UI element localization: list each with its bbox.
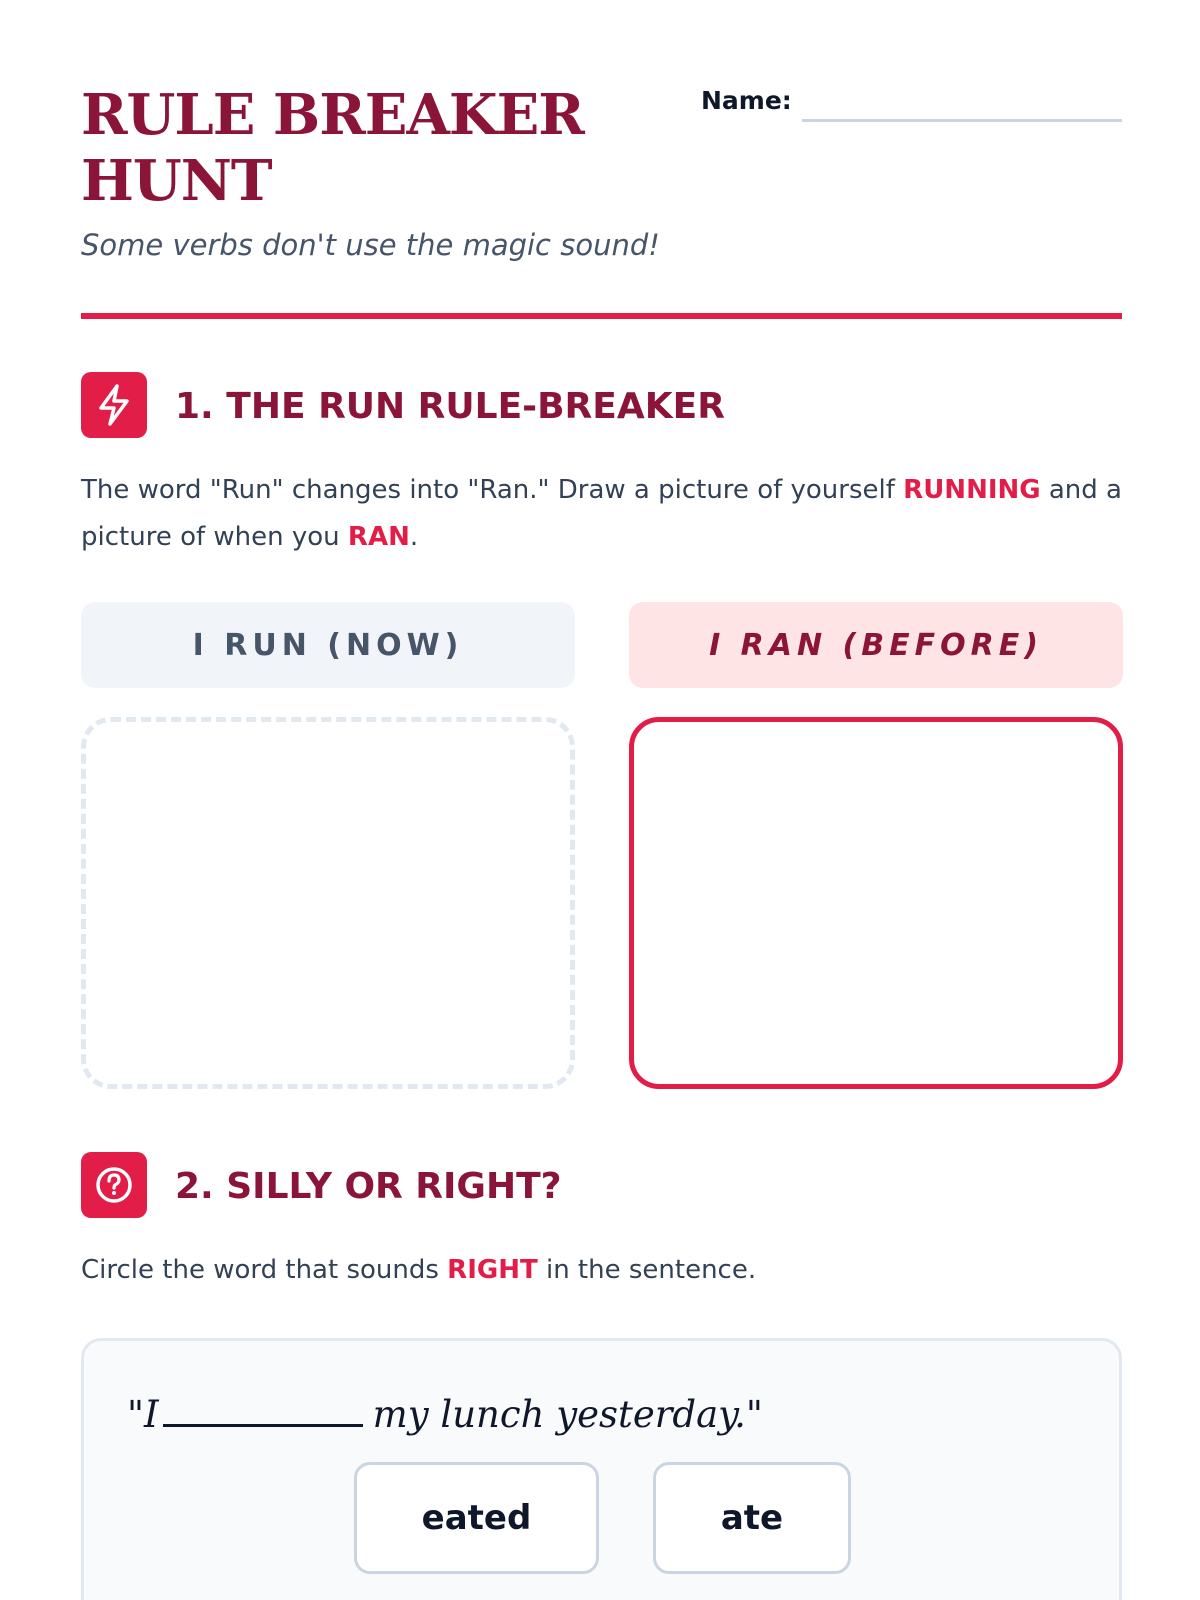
fill-in-sentence [127,1393,763,1436]
sentence-card [81,1338,1122,1600]
instruction-text: The word "Run" changes into "Ran." Draw a picture of yourself [81,475,904,505]
section-2-title: 2. SILLY OR RIGHT? [175,1166,562,1207]
drawing-box-now[interactable] [81,717,575,1089]
instruction-text: . [409,522,419,552]
question-circle-icon [81,1152,147,1218]
name-field-line[interactable] [802,119,1122,122]
name-label: Name: [701,86,792,115]
highlight-ran: RAN [347,522,410,552]
column-label-now: I RUN (NOW) [81,602,575,688]
sentence-blank[interactable] [163,1394,363,1427]
choice-button-ate[interactable]: ate [653,1462,851,1574]
highlight-running: RUNNING [903,475,1041,505]
worksheet-page [81,0,1122,1600]
drawing-box-before[interactable] [629,717,1123,1089]
highlight-right: RIGHT [447,1255,538,1285]
header-divider [81,313,1122,319]
instruction-text: Circle the word that sounds [81,1255,448,1285]
instruction-text: in the sentence. [537,1255,757,1285]
page-subtitle: Some verbs don't use the magic sound! [81,228,660,262]
sentence-end: my lunch yesterday." [372,1393,763,1436]
sentence-start: "I [127,1393,159,1436]
lightning-bolt-icon [81,372,147,438]
page-title: RULE BREAKER HUNT [81,82,584,214]
choice-button-eated[interactable]: eated [354,1462,599,1574]
instruction-text: and a picture of when you [81,475,1122,552]
section-1-title: 1. THE RUN RULE-BREAKER [175,386,725,427]
column-label-before: I RAN (BEFORE) [629,602,1123,688]
section-2-instructions [81,1247,756,1294]
section-1-instructions [81,467,1122,561]
